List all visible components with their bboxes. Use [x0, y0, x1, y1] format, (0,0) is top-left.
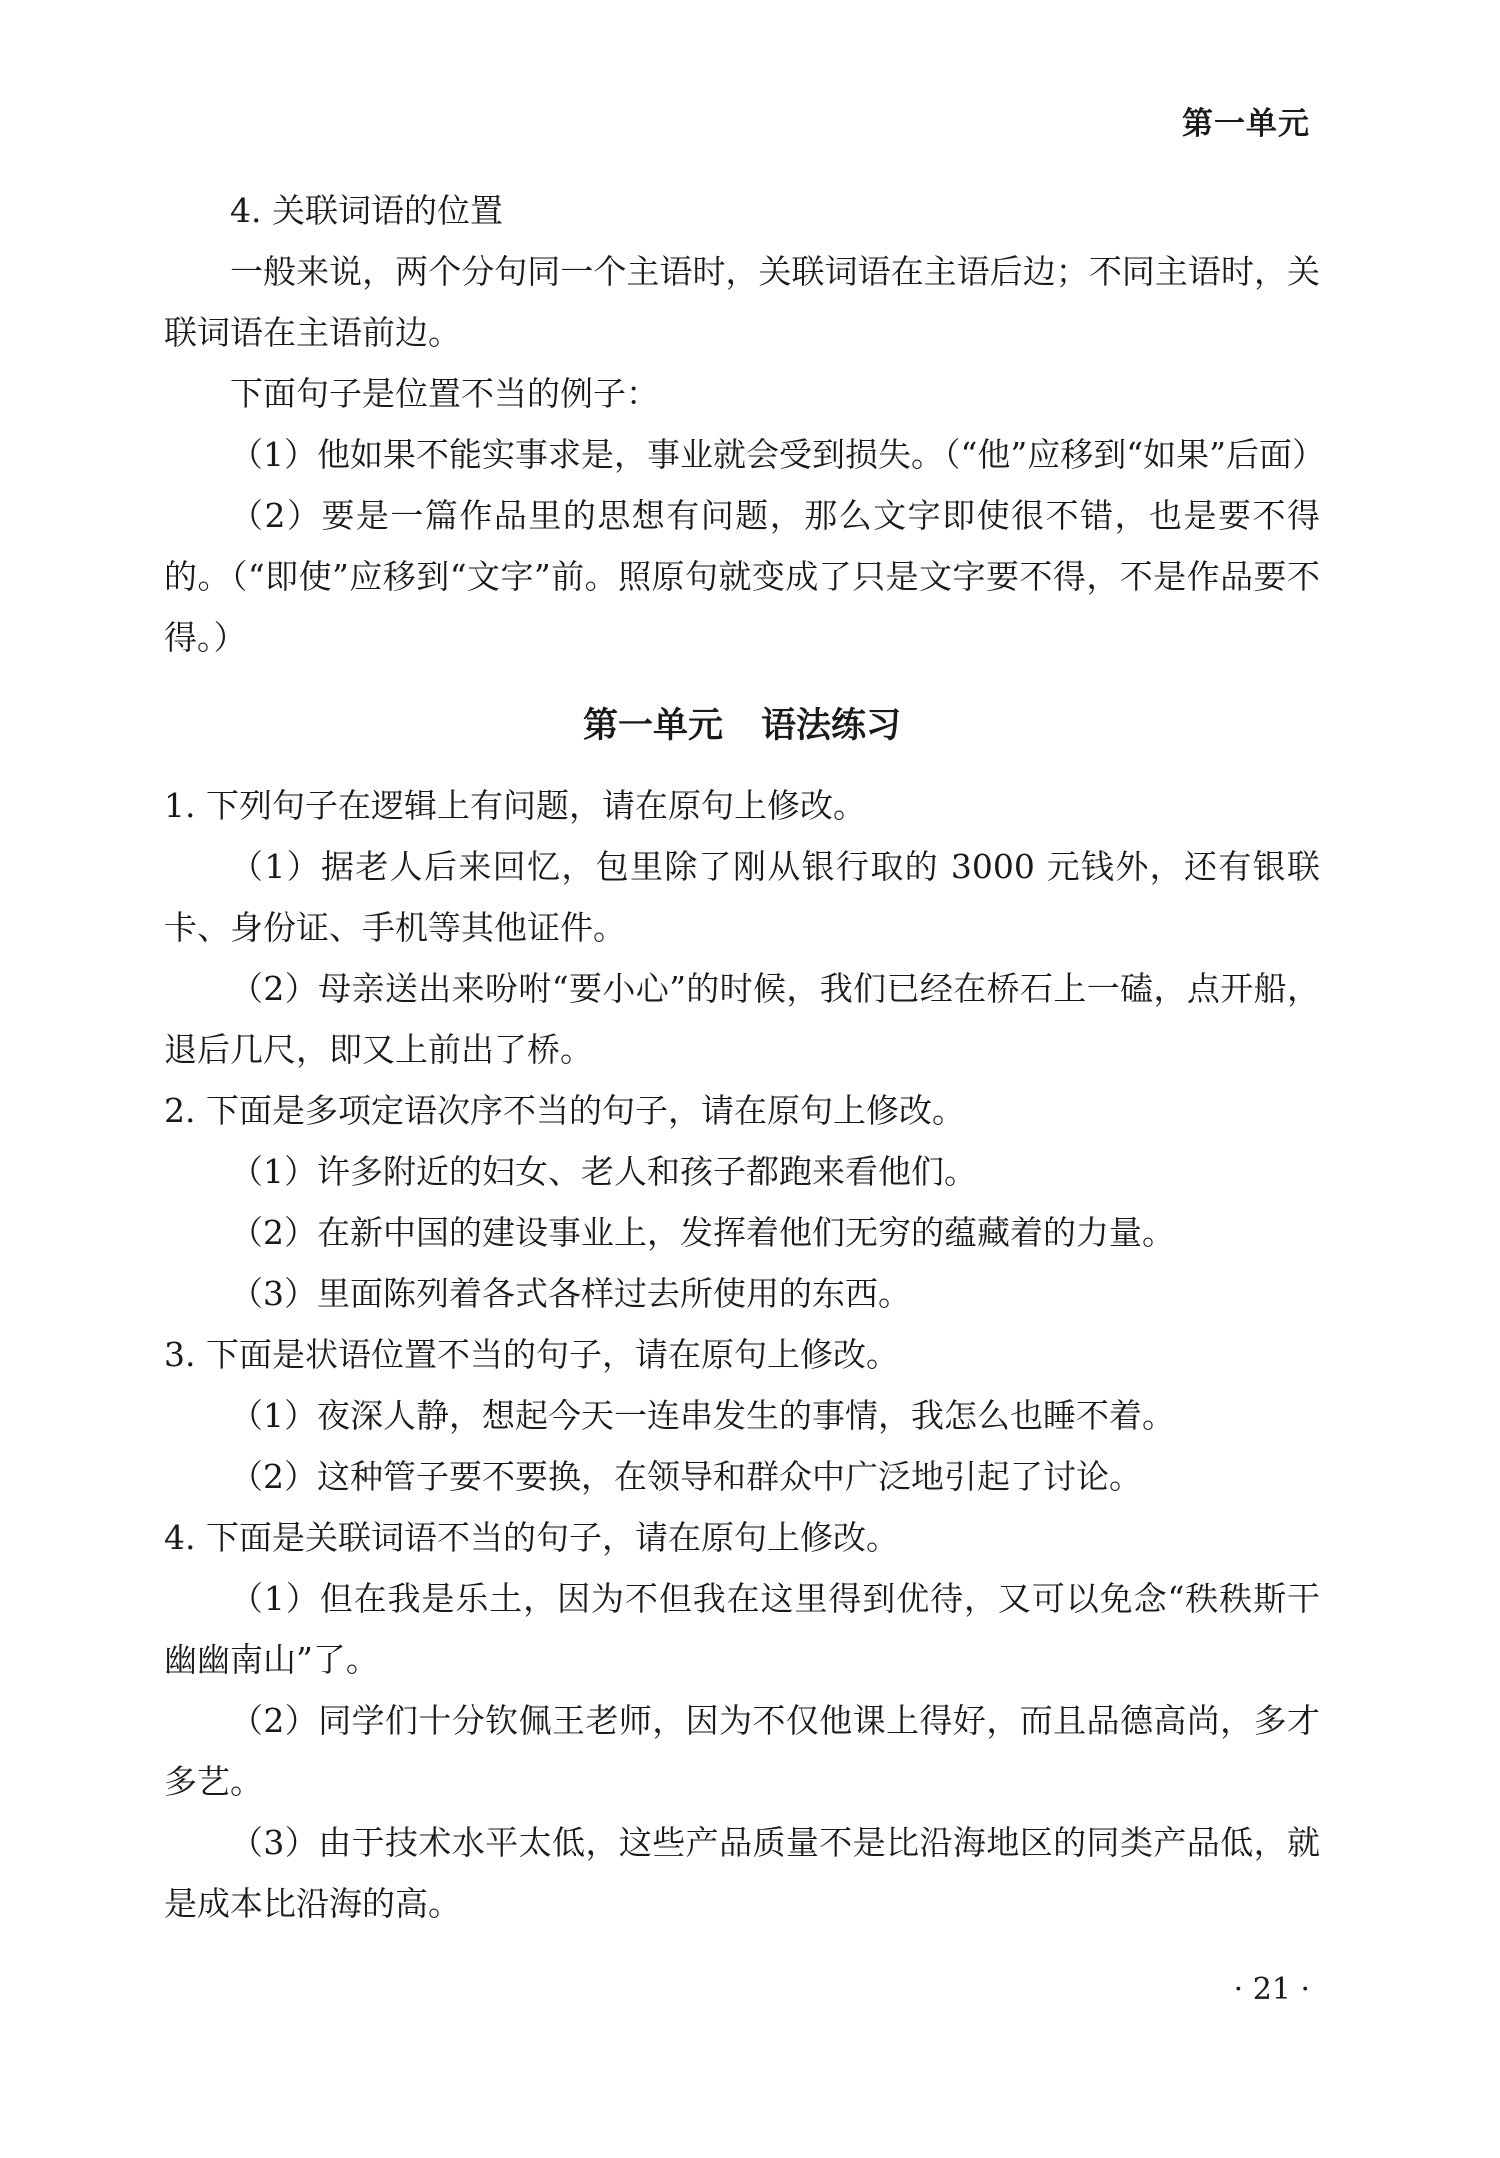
- exercise-item: （1）但在我是乐土，因为不但我在这里得到优待，又可以免念“秩秩斯干幽幽南山”了。: [164, 1579, 1320, 1679]
- section-title: [164, 696, 1320, 757]
- page-content: [164, 180, 1325, 1934]
- intro-lead: 下面句子是位置不当的例子：: [230, 374, 659, 413]
- exercise-question-4: 4. 下面是关联词语不当的句子，请在原句上修改。: [164, 1518, 899, 1557]
- exercise-item: （3）由于技术水平太低，这些产品质量不是比沿海地区的同类产品低，就是成本比沿海的高。: [164, 1823, 1320, 1923]
- exercise-question-2: 2. 下面是多项定语次序不当的句子，请在原句上修改。: [164, 1091, 965, 1130]
- exercise-item: （2）母亲送出来吩咐“要小心”的时候，我们已经在桥石上一磕，点开船，退后几尺，即又上前出了桥。: [164, 969, 1320, 1069]
- exercise-question-1: 1. 下列句子在逻辑上有问题，请在原句上修改。: [164, 786, 866, 825]
- section-title-topic: 语法练习: [761, 706, 902, 746]
- exercise-item: （3）里面陈列着各式各样过去所使用的东西。: [230, 1274, 911, 1313]
- page-number: · 21 ·: [1233, 1972, 1310, 2007]
- exercise-question-3: 3. 下面是状语位置不当的句子，请在原句上修改。: [164, 1335, 899, 1374]
- section-title-unit: 第一单元: [582, 706, 723, 746]
- exercise-item: （1）许多附近的妇女、老人和孩子都跑来看他们。: [230, 1152, 977, 1191]
- exercise-item: （2）在新中国的建设事业上，发挥着他们无穷的蕴藏着的力量。: [230, 1213, 1175, 1252]
- exercise-item: （1）夜深人静，想起今天一连串发生的事情，我怎么也睡不着。: [230, 1396, 1175, 1435]
- intro-rule: 一般来说，两个分句同一个主语时，关联词语在主语后边；不同主语时，关联词语在主语前边。: [164, 252, 1320, 352]
- exercise-item: （2）同学们十分钦佩王老师，因为不仅他课上得好，而且品德高尚，多才多艺。: [164, 1701, 1320, 1801]
- intro-example-2: （2）要是一篇作品里的思想有问题，那么文字即使很不错，也是要不得的。（“即使”应移到“文字”前。照原句就变成了只是文字要不得，不是作品要不得。）: [164, 496, 1320, 657]
- running-head: 第一单元: [1182, 106, 1310, 142]
- exercise-item: （2）这种管子要不要换，在领导和群众中广泛地引起了讨论。: [230, 1457, 1142, 1496]
- exercise-item: （1）据老人后来回忆，包里除了刚从银行取的 3000 元钱外，还有银联卡、身份证、手机等其他证件。: [164, 847, 1320, 947]
- intro-heading: 4. 关联词语的位置: [230, 191, 503, 230]
- intro-example-1: （1）他如果不能实事求是，事业就会受到损失。（“他”应移到“如果”后面）: [230, 435, 1325, 474]
